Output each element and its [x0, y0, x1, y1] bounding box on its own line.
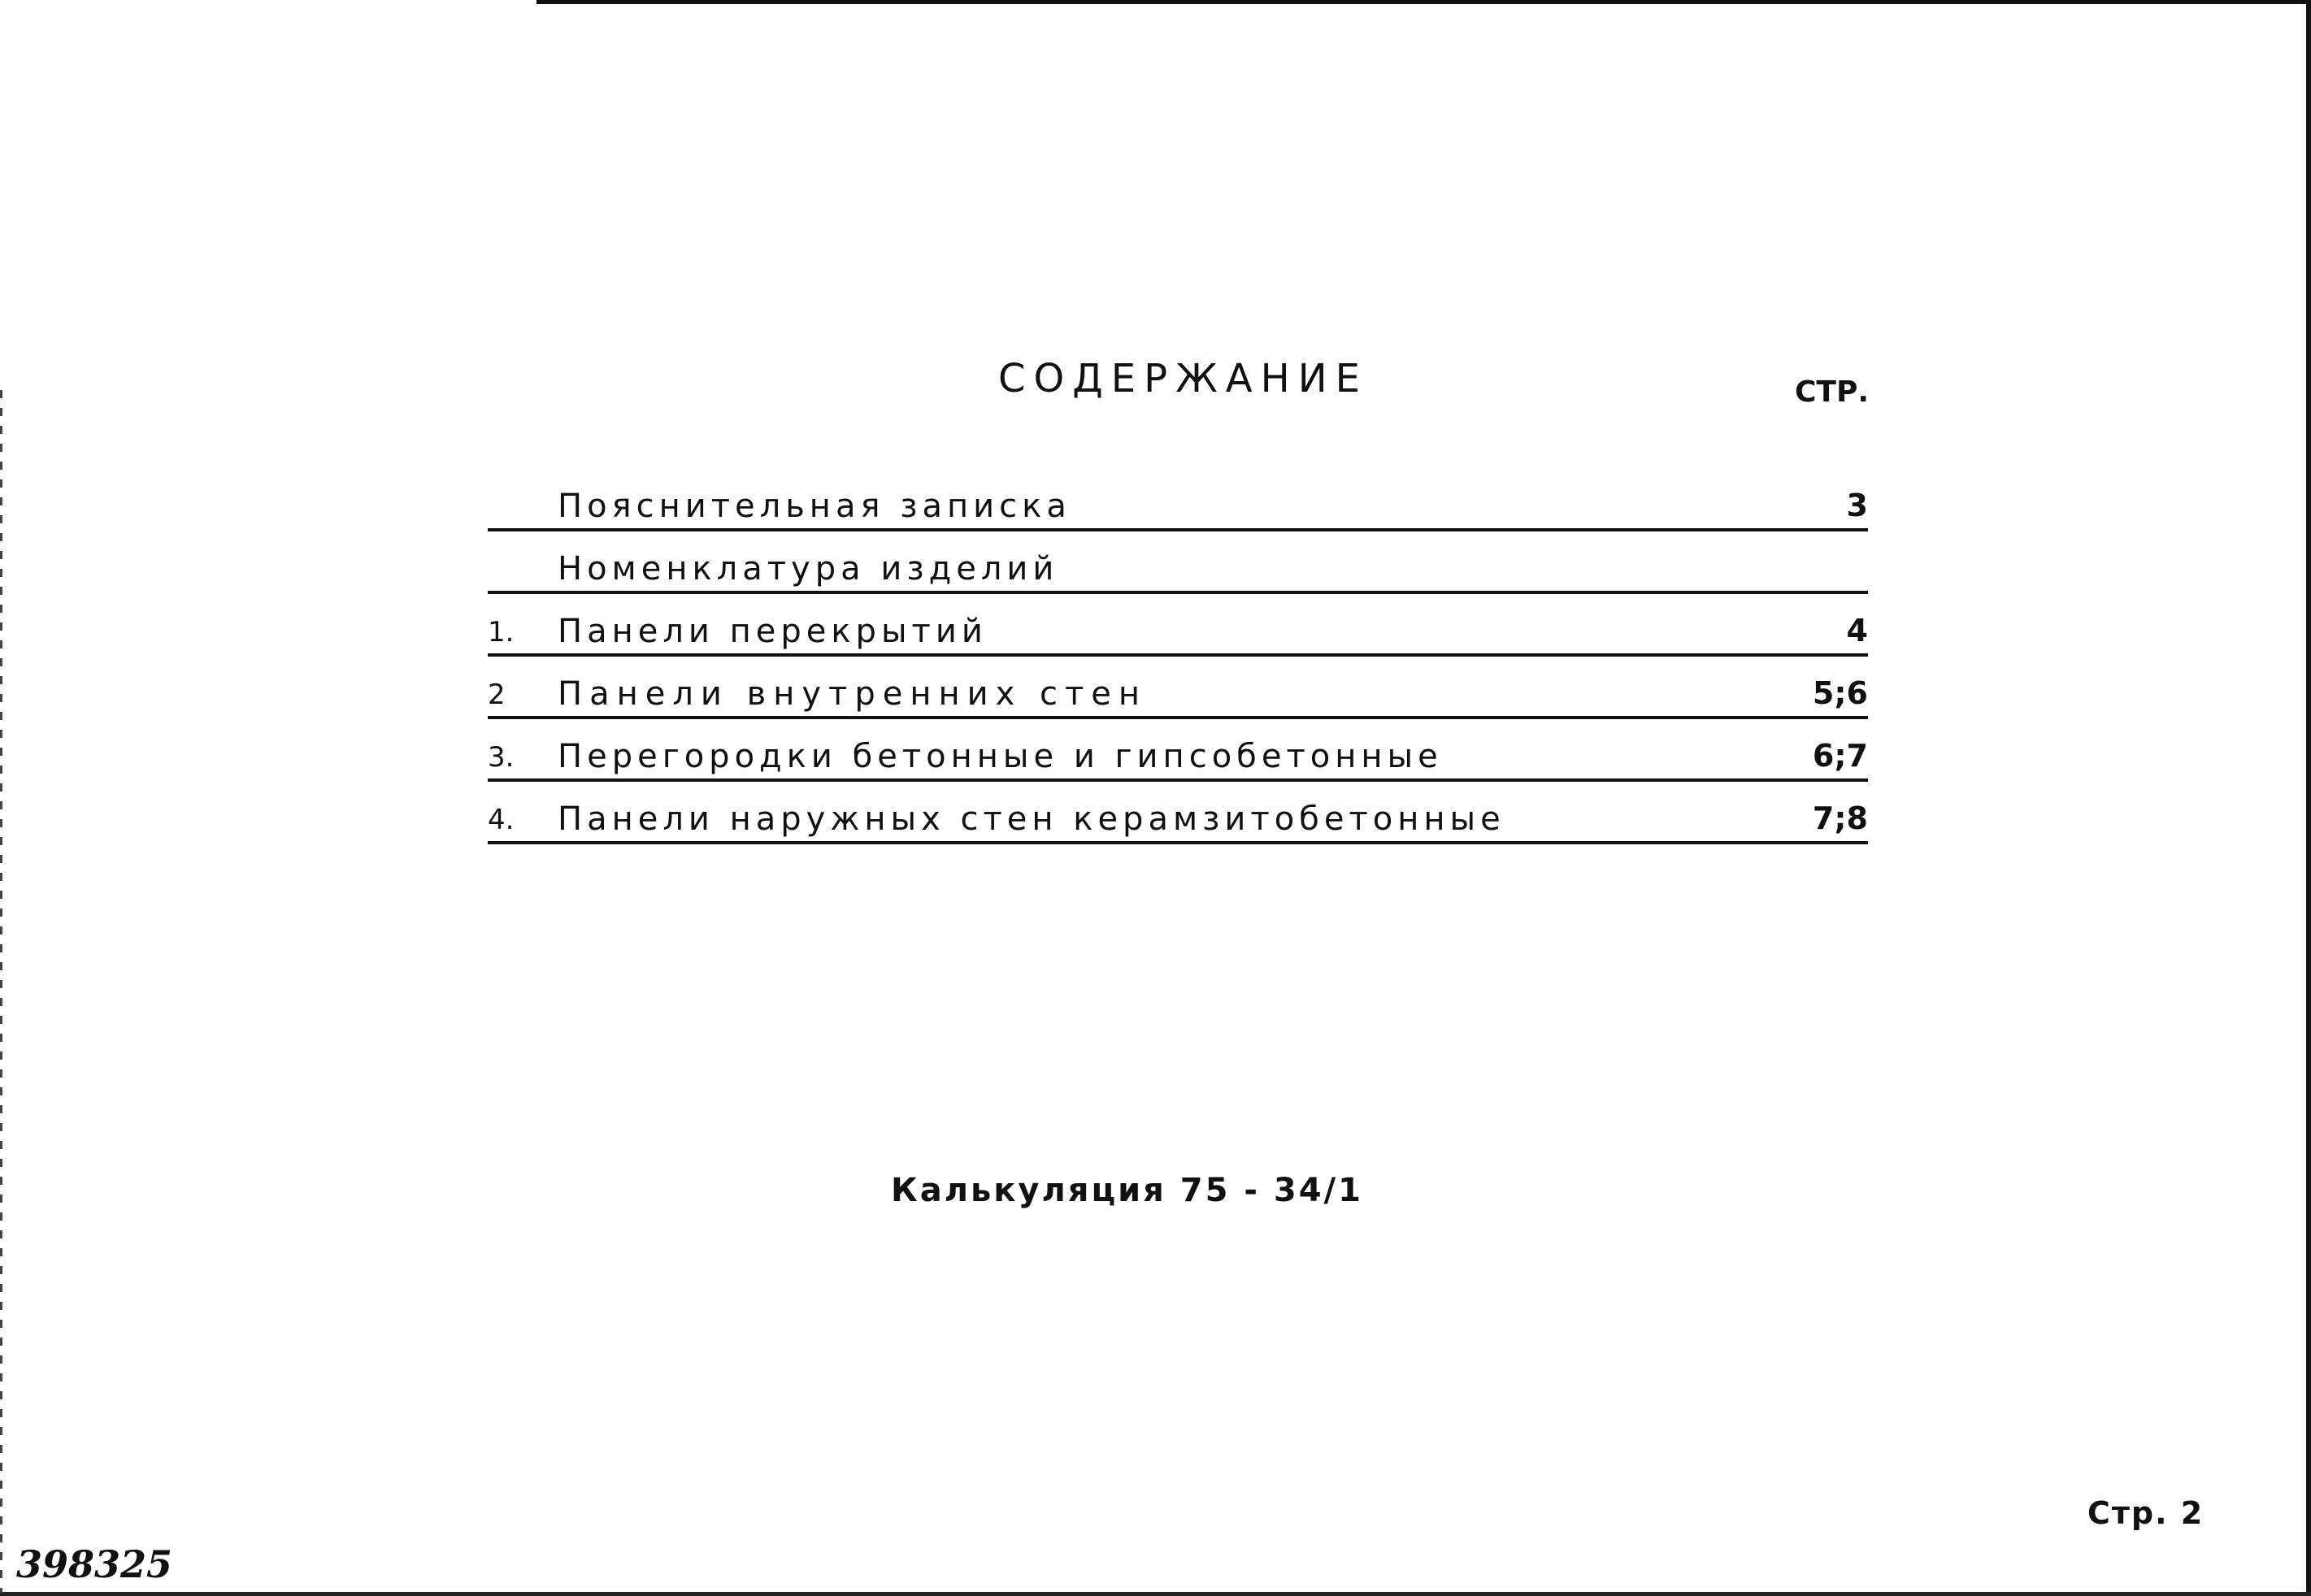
toc-row[interactable]	[488, 596, 1868, 657]
calculation-reference: Калькуляция 75 - 34/1	[891, 1172, 1363, 1209]
toc-number: 1.	[488, 616, 515, 648]
toc-number: 3.	[488, 741, 515, 774]
frame-left-border	[0, 390, 2, 1593]
toc-row[interactable]	[488, 784, 1868, 844]
page-title: СОДЕРЖАНИЕ	[998, 356, 1368, 401]
page-column-header: СТР.	[1795, 375, 1870, 409]
frame-right-border	[2306, 0, 2311, 1596]
toc-label: Перегородки бетонные и гипсобетонные	[558, 738, 1443, 775]
toc-label: Номенклатура изделий	[558, 550, 1059, 588]
table-of-contents	[488, 471, 1868, 847]
toc-number: 4.	[488, 804, 515, 836]
toc-row[interactable]	[488, 471, 1868, 531]
toc-page: 6;7	[1812, 738, 1868, 774]
toc-label: Пояснительная записка	[558, 488, 1071, 525]
toc-page: 4	[1846, 613, 1868, 648]
frame-top-border	[536, 0, 2311, 4]
toc-row[interactable]	[488, 722, 1868, 782]
toc-label: Панели перекрытий	[558, 613, 988, 650]
toc-page: 3	[1846, 488, 1868, 523]
sheet-number: Стр. 2	[2087, 1495, 2205, 1531]
toc-label: Панели внутренних стен	[558, 675, 1148, 713]
frame-bottom-border	[0, 1592, 2311, 1596]
toc-page: 7;8	[1812, 800, 1868, 836]
toc-row[interactable]	[488, 534, 1868, 594]
inventory-number: 398325	[16, 1542, 173, 1586]
toc-label: Панели наружных стен керамзитобетонные	[558, 800, 1505, 838]
toc-page: 5;6	[1812, 675, 1868, 711]
toc-number: 2	[488, 679, 506, 711]
toc-row[interactable]	[488, 659, 1868, 719]
